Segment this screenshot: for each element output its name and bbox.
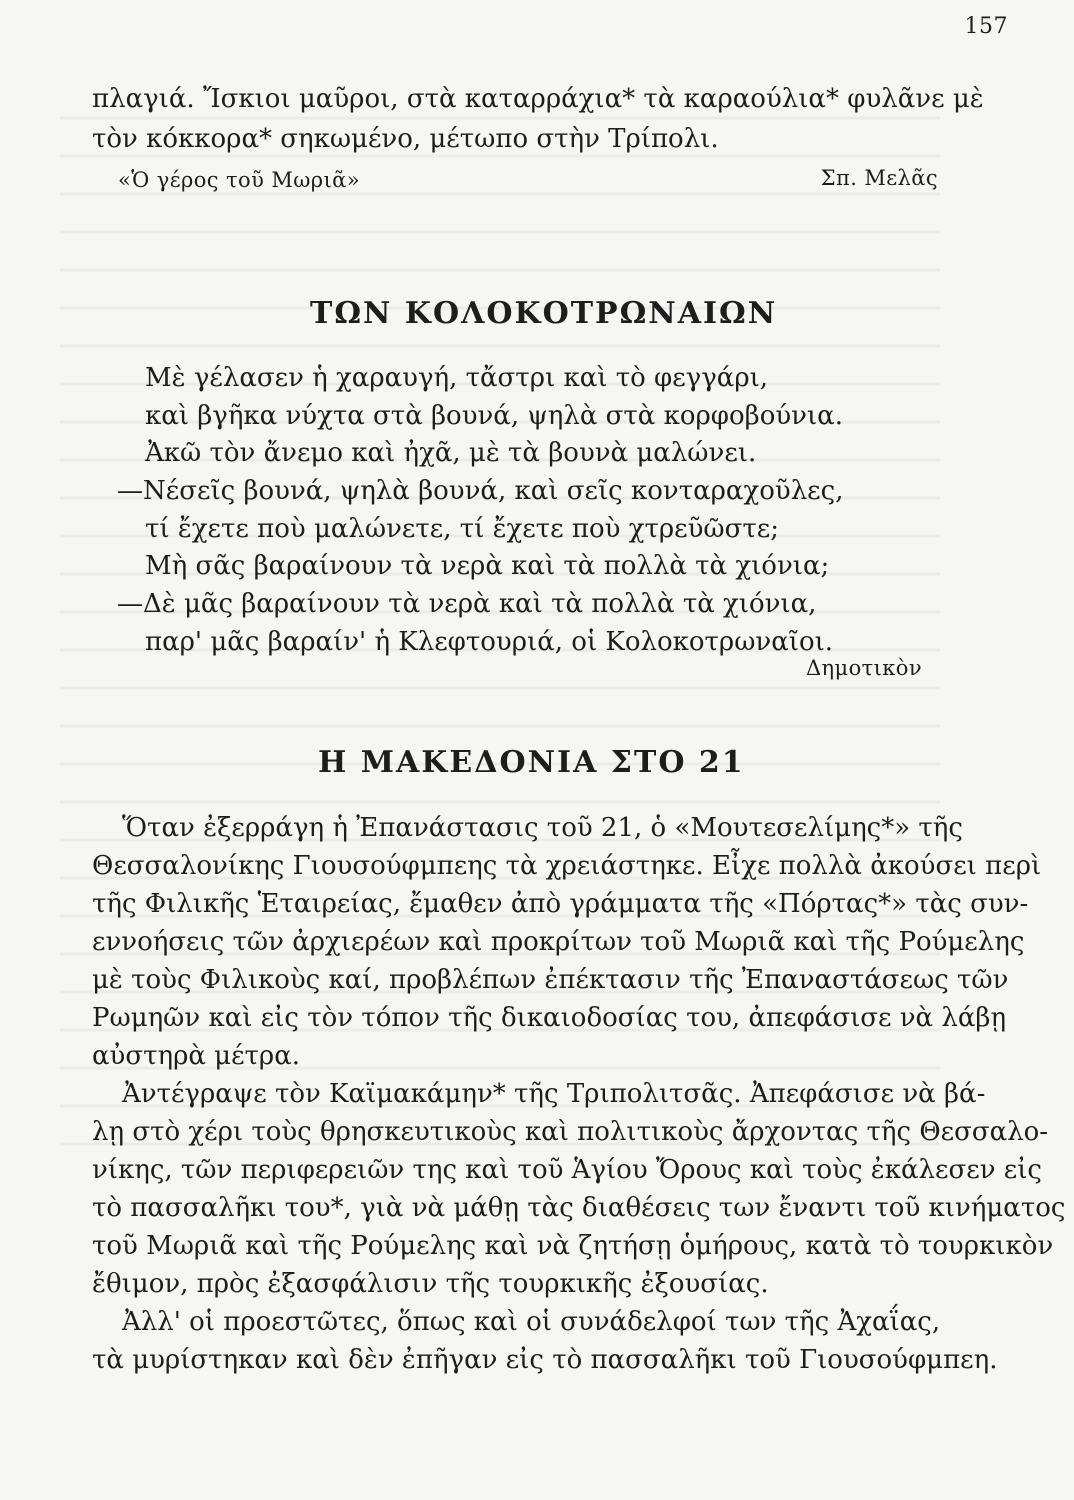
para1-line-3: τῆς Φιλικῆς Ἑταιρείας, ἔμαθεν ἀπὸ γράμματα τῆς «Πόρτας*» τὰς συν- — [92, 889, 1029, 919]
para2-line-6: ἔθιμον, πρὸς ἐξασφάλισιν τῆς τουρκικῆς ἐξουσίας. — [92, 1269, 769, 1299]
para3-line-2: τὰ μυρίστηκαν καὶ δὲν ἐπῆγαν εἰς τὸ πασσαλῆκι τοῦ Γιουσούφμπεη. — [92, 1345, 998, 1375]
para2-line-4: τὸ πασσαλῆκι του*, γιὰ νὰ μάθῃ τὰς διαθέσεις των ἔναντι τοῦ κινήματος — [92, 1193, 1066, 1223]
poem-line-1: Μὲ γέλασεν ἡ χαραυγή, τἄστρι καὶ τὸ φεγγάρι, — [145, 363, 769, 393]
para1-line-2: Θεσσαλονίκης Γιουσούφμπεης τὰ χρειάστηκε. Εἶχε πολλὰ ἀκούσει περὶ — [92, 851, 1042, 881]
poem-title: ΤΩΝ ΚΟΛΟΚΟΤΡΩΝΑΙΩΝ — [310, 296, 778, 331]
intro-line-1: πλαγιά. Ἴσκιοι μαῦροι, στὰ καταρράχια* τὰ καραούλια* φυλᾶνε μὲ — [92, 84, 984, 114]
poem-line-8: παρ' μᾶς βαραίν' ἡ Κλεφτουριά, οἱ Κολοκοτρωναῖοι. — [145, 627, 834, 657]
poem-line-5: τί ἔχετε ποὺ μαλώνετε, τί ἔχετε ποὺ χτρεῦῶστε; — [145, 514, 779, 544]
para2-line-3: νίκης, τῶν περιφερειῶν της καὶ τοῦ Ἁγίου Ὄρους καὶ τοὺς ἐκάλεσεν εἰς — [92, 1155, 1042, 1185]
para1-line-7: αὐστηρὰ μέτρα. — [92, 1041, 301, 1071]
poem-line-6: Μὴ σᾶς βαραίνουν τὰ νερὰ καὶ τὰ πολλὰ τὰ χιόνια; — [145, 551, 830, 581]
section-title: Η ΜΑΚΕΔΟΝΙΑ ΣΤΟ 21 — [318, 745, 745, 780]
poem-source: Δημοτικὸν — [805, 656, 922, 680]
intro-source: «Ὁ γέρος τοῦ Μωριᾶ» — [118, 168, 360, 192]
para1-line-4: εννοήσεις τῶν ἀρχιερέων καὶ προκρίτων τοῦ Μωριᾶ καὶ τῆς Ρούμελης — [92, 927, 1025, 957]
para1-line-1: Ὅταν ἐξερράγη ἡ Ἐπανάστασις τοῦ 21, ὁ «Μουτεσελίμης*» τῆς — [122, 813, 963, 843]
poem-line-4: —Νέσεῖς βουνά, ψηλὰ βουνά, καὶ σεῖς κονταραχοῦλες, — [117, 476, 844, 506]
para1-line-6: Ρωμηῶν καὶ εἰς τὸν τόπον τῆς δικαιοδοσίας του, ἀπεφάσισε νὰ λάβῃ — [92, 1003, 1007, 1033]
poem-line-2: καὶ βγῆκα νύχτα στὰ βουνά, ψηλὰ στὰ κορφοβούνια. — [145, 401, 843, 431]
para1-line-5: μὲ τοὺς Φιλικοὺς καί, προβλέπων ἐπέκτασιν τῆς Ἐπαναστάσεως τῶν — [92, 965, 1009, 995]
page-number: 157 — [964, 14, 1008, 39]
para2-line-1: Ἀντέγραψε τὸν Καϊμακάμην* τῆς Τριπολιτσᾶς. Ἀπεφάσισε νὰ βά- — [122, 1079, 986, 1109]
para2-line-5: τοῦ Μωριᾶ καὶ τῆς Ρούμελης καὶ νὰ ζητήσῃ ὁμήρους, κατὰ τὸ τουρκικὸν — [92, 1231, 1054, 1261]
poem-line-3: Ἀκῶ τὸν ἄνεμο καὶ ἠχᾶ, μὲ τὰ βουνὰ μαλώνει. — [145, 438, 757, 468]
para3-line-1: Ἀλλ' οἱ προεστῶτες, ὅπως καὶ οἱ συνάδελφοί των τῆς Ἀχαΐας, — [122, 1307, 941, 1337]
para2-line-2: λῃ στὸ χέρι τοὺς θρησκευτικοὺς καὶ πολιτικοὺς ἄρχοντας τῆς Θεσσαλο- — [92, 1117, 1049, 1147]
intro-line-2: τὸν κόκκορα* σηκωμένο, μέτωπο στὴν Τρίπολι. — [92, 124, 719, 154]
intro-author: Σπ. Μελᾶς — [820, 166, 938, 190]
poem-line-7: —Δὲ μᾶς βαραίνουν τὰ νερὰ καὶ τὰ πολλὰ τὰ χιόνια, — [117, 589, 817, 619]
